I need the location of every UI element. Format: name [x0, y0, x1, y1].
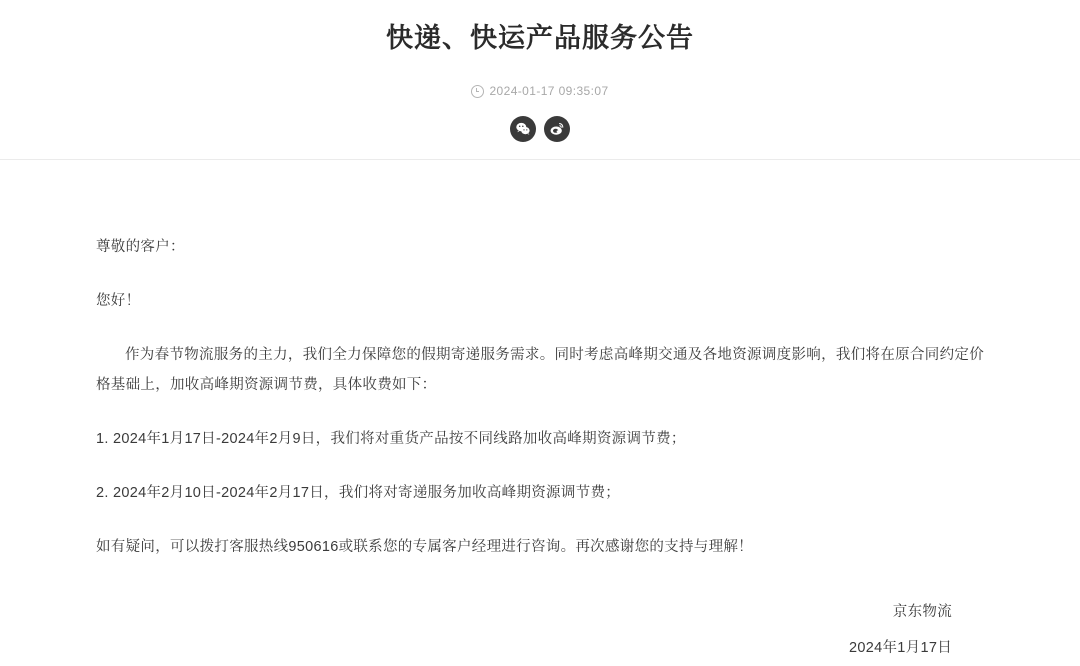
header-divider [0, 159, 1080, 160]
signature-date: 2024年1月17日 [849, 640, 952, 656]
greeting: 您好！ [96, 293, 141, 309]
wechat-icon [515, 121, 531, 137]
signature-company: 京东物流 [892, 604, 952, 620]
weibo-share-button[interactable] [544, 116, 570, 142]
salutation: 尊敬的客户： [96, 239, 185, 255]
page-title: 快递、快运产品服务公告 [386, 23, 694, 53]
share-buttons [0, 116, 1080, 142]
closing-paragraph: 如有疑问，可以拨打客服热线950616或联系您的专属客户经理进行咨询。再次感谢您的支持与理解！ [96, 539, 753, 555]
article-body [0, 232, 1080, 562]
intro-paragraph: 作为春节物流服务的主力，我们全力保障您的假期寄递服务需求。同时考虑高峰期交通及各地资源调度影响，我们将在原合同约定价格基础上，加收高峰期资源调节费，具体收费如下： [96, 347, 984, 393]
article-header [0, 0, 1080, 160]
weibo-icon [549, 121, 565, 137]
publish-timestamp: 2024-01-17 09:35:07 [489, 84, 609, 98]
article-meta [0, 84, 1080, 98]
clock-icon [471, 85, 484, 98]
signature-block [0, 594, 1080, 666]
wechat-share-button[interactable] [510, 116, 536, 142]
list-item-2: 2. 2024年2月10日-2024年2月17日，我们将对寄递服务加收高峰期资源调节费； [96, 485, 621, 501]
list-item-1: 1. 2024年1月17日-2024年2月9日，我们将对重货产品按不同线路加收高峰期资源调节费； [96, 431, 686, 447]
